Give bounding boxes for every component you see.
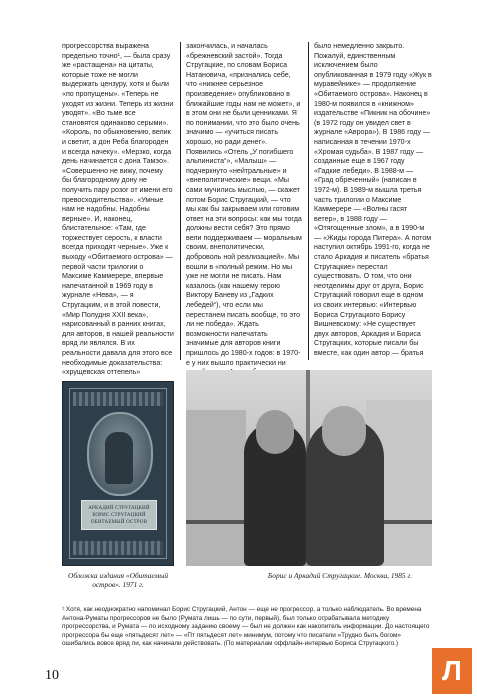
strugatsky-photo bbox=[186, 370, 432, 566]
column-divider-left bbox=[180, 42, 181, 360]
cover-author-1: АРКАДИЙ СТРУГАЦКИЙ bbox=[88, 505, 150, 511]
cover-ornament-bottom bbox=[73, 541, 163, 555]
footnote: ¹ Хотя, как неоднократно напоминал Борис Стругацкий, Антон — еще не прогрессор, а только наблюдатель. Во времена Антона-Руматы прогрессоров не было (Румата лишь — по сути, первый), был только отрабатывала методику прогрессорства, и Румата — по исходному заданию своему — был не должен как накопитель информации. До настоящего прогрессора бы еще «пятьдесят лет» — «Пт пятьдесят лет» минимум, потому что писатели «Трудно быть богом» ошибались вовсе вряд ли, как начинали действовать. (По материалам оффлайн-интервью Бориса Стругацкого.) bbox=[62, 606, 430, 648]
text-column-2 bbox=[186, 42, 302, 407]
column-1-text: прогрессорства выражена предельно точно¹, — была сразу же «растащена» на цитаты, которые тоже не могли выдержать цензуру, хотя и были «по пропущены». «Теперь не уходят из жизни. Теперь из жизни уводят». «Во тьме все становятся одинаково серыми». «Король, по обыкновению, велик и светит, а дон Реба благороден и всегда начеку». «Мерзко, когда день начинается с дона Тамэо». «Совершенно не вижу, почему бы благородному дону не получить пару розог от имени его превосходительства». «Умные нам не надобны. Надобны верные». И, наконец, блистательное: «Там, где торжествует серость, к власти всегда приходят черные». Уже к выходу «Обитаемого острова» — первой части трилогии о Максиме Каммерере, впервые напечатанной в 1969 году в журнале «Нева», — я Стругацким, и в этой повести, «Мир Полудня XXII века», нарисованный в ранних книгах, для авторов, в нашей реальности вряд ли являлся. В их реальности давала для этого все необходимые доказательства: «хрущевская оттепель» bbox=[62, 42, 174, 377]
cover-title: ОБИТАЕМЫЙ ОСТРОВ bbox=[90, 519, 148, 525]
photo-face-right bbox=[322, 406, 366, 456]
photo-caption: Борис и Аркадий Стругацкие. Москва, 1985 г. bbox=[267, 571, 413, 580]
cover-caption: Обложка издания «Обитаемый остров». 1971 г. bbox=[67, 571, 169, 589]
litres-logo bbox=[432, 648, 472, 694]
column-3-text: было немедленно закрыто. Пожалуй, единственным исключением было опубликованная в 1979 году «Жук в муравейнике» — продолжение «Обитаемого острова». Наконец в 1980-м появился в «книжном» издательстве «Пикник на обочине» (в 1972 году он увидел свет в журнале «Аврора»). В 1986 году — написанная в течении 1970-х «Хромая судьба». В 1987 году — созданные еще в 1967 году «Гадкие лебеди». В 1988-м — «Град обреченный» (написан в 1972-м). В 1989-м вышла третья часть трилогии о Максиме Каммерере — «Волны гасят ветер», в 1988 году — «Отягощенные злом», а в 1990-м — «Жиды города Питера». А потом наступил октябрь 1991-го, когда не стало Аркадия и писатель «братья Стругацкие» перестал существовать. О том, что они неотделимы друг от друга, Борис Стругацкий говорил еще в одном из своих интервью: «Интервью Бориса Стругацкого Борису Вишневскому: «Не существует двух авторов, Аркадия и Бориса Стругацких, которые писали бы вместе, как один автор — братья bbox=[314, 42, 432, 357]
cover-author-2: БОРИС СТРУГАЦКИЙ bbox=[92, 512, 146, 518]
cover-title-label bbox=[81, 500, 157, 530]
text-column-3 bbox=[314, 42, 432, 359]
cover-medallion bbox=[87, 412, 153, 496]
photo-building-left bbox=[186, 410, 246, 566]
column-divider-right bbox=[308, 42, 309, 360]
photo-face-left bbox=[256, 410, 294, 454]
cover-ornament-top bbox=[73, 392, 163, 406]
column-2-text: закончилась, и началась «брежневский застой». Тогда Стругацкие, по словам Бориса Натановича, «признались себе, что «нижнее серьезное произведение» опубликовано в ближайшие годы нам не может», и в этом они не были ценниками. Я по понимании, что это было очень значимо — «учиться писать хорошо, но ради денег». Появились «Отель „У погибшего альпиниста“», «Малыш» — подчеркнуто «нейтральные» и «внеполитические» вещи. «Мы сами мучились мыслью, — скажет потом Борис Стругацкий, — что мы как бы закрываем или готовим ответ на эти вопросы: как мы тогда должны вести себя? Это прямо вели поддерживаем — моральным своим, внеполитически, доброволь ной реализацией». Мы вошли в «полный режим. Но мы уже не могли не писать. Нам казалось (как нашему герою Виктору Баневу из „Гадких лебедей“), что если мы перестанем писать вообще, то это ли не победа». Ждать возможности напечатать значимые для авторов книги пришлось до 1980-х годов: в 1970-е у них вышло практически ни bbox=[186, 42, 302, 367]
book-cover-image bbox=[62, 381, 174, 566]
text-column-1 bbox=[62, 42, 174, 378]
cover-figure bbox=[105, 432, 133, 484]
page-number: 10 bbox=[45, 668, 59, 683]
logo-glyph: Л bbox=[442, 655, 462, 686]
